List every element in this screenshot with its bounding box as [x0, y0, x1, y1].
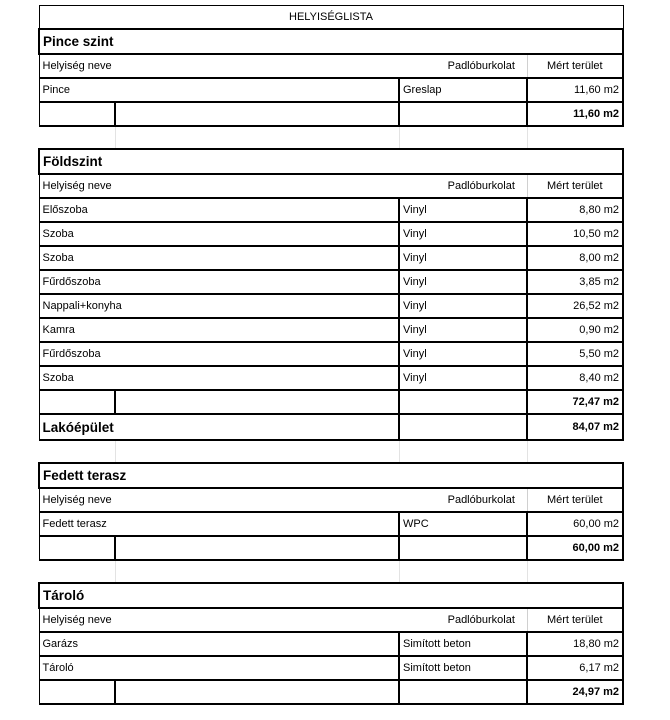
column-header-area: Mért terület [527, 488, 623, 512]
room-name: Tároló [39, 656, 399, 680]
column-header-row [39, 608, 623, 632]
room-name: Fűrdőszoba [39, 270, 399, 294]
subtotal-value: 60,00 m2 [527, 536, 623, 560]
table-row [39, 270, 623, 294]
room-name: Fűrdőszoba [39, 342, 399, 366]
column-header-name: Helyiség neve [39, 174, 399, 198]
table-row [39, 78, 623, 102]
section-header-tarolo [39, 583, 623, 608]
room-floor: Simított beton [399, 632, 527, 656]
room-area: 0,90 m2 [527, 318, 623, 342]
subtotal-row [39, 102, 623, 126]
table-row [39, 366, 623, 390]
table-row [39, 656, 623, 680]
subtotal-value: 11,60 m2 [527, 102, 623, 126]
table-row [39, 342, 623, 366]
section-header-foldszint [39, 149, 623, 174]
room-floor: Vinyl [399, 318, 527, 342]
room-name: Garázs [39, 632, 399, 656]
room-list-table [38, 5, 624, 705]
room-floor: Vinyl [399, 294, 527, 318]
column-header-area: Mért terület [527, 608, 623, 632]
room-name: Nappali+konyha [39, 294, 399, 318]
section-title: Földszint [39, 149, 623, 174]
subtotal-row [39, 390, 623, 414]
section-header-terasz [39, 463, 623, 488]
room-area: 60,00 m2 [527, 512, 623, 536]
room-name: Pince [39, 78, 399, 102]
building-total-label: Lakóépület [39, 414, 399, 440]
section-header-pince [39, 29, 623, 54]
column-header-floor: Padlóburkolat [399, 174, 527, 198]
subtotal-value: 24,97 m2 [527, 680, 623, 704]
room-name: Fedett terasz [39, 512, 399, 536]
room-floor: Vinyl [399, 198, 527, 222]
room-area: 10,50 m2 [527, 222, 623, 246]
subtotal-row [39, 536, 623, 560]
room-area: 3,85 m2 [527, 270, 623, 294]
table-row [39, 198, 623, 222]
column-header-row [39, 54, 623, 78]
room-area: 6,17 m2 [527, 656, 623, 680]
table-row [39, 294, 623, 318]
section-title: Tároló [39, 583, 623, 608]
subtotal-value: 72,47 m2 [527, 390, 623, 414]
room-name: Szoba [39, 366, 399, 390]
column-header-area: Mért terület [527, 174, 623, 198]
room-floor: WPC [399, 512, 527, 536]
section-title: Pince szint [39, 29, 623, 54]
column-header-floor: Padlóburkolat [399, 608, 527, 632]
room-name: Előszoba [39, 198, 399, 222]
room-list-sheet [38, 5, 622, 705]
room-area: 8,80 m2 [527, 198, 623, 222]
table-row [39, 246, 623, 270]
column-header-floor: Padlóburkolat [399, 488, 527, 512]
spacer-row [39, 126, 623, 149]
column-header-floor: Padlóburkolat [399, 54, 527, 78]
column-header-name: Helyiség neve [39, 488, 399, 512]
room-area: 18,80 m2 [527, 632, 623, 656]
building-total-value: 84,07 m2 [527, 414, 623, 440]
column-header-row [39, 174, 623, 198]
spacer-row [39, 440, 623, 463]
room-floor: Simított beton [399, 656, 527, 680]
room-floor: Vinyl [399, 222, 527, 246]
subtotal-row [39, 680, 623, 704]
column-header-row [39, 488, 623, 512]
section-title: Fedett terasz [39, 463, 623, 488]
document-title: HELYISÉGLISTA [39, 6, 623, 30]
room-floor: Vinyl [399, 366, 527, 390]
title-row [39, 6, 623, 30]
room-floor: Vinyl [399, 342, 527, 366]
room-floor: Vinyl [399, 246, 527, 270]
room-area: 5,50 m2 [527, 342, 623, 366]
column-header-name: Helyiség neve [39, 54, 399, 78]
room-area: 11,60 m2 [527, 78, 623, 102]
room-floor: Vinyl [399, 270, 527, 294]
column-header-area: Mért terület [527, 54, 623, 78]
room-name: Szoba [39, 246, 399, 270]
column-header-name: Helyiség neve [39, 608, 399, 632]
table-row [39, 512, 623, 536]
table-row [39, 222, 623, 246]
room-area: 8,40 m2 [527, 366, 623, 390]
spacer-row [39, 560, 623, 583]
table-row [39, 318, 623, 342]
room-area: 26,52 m2 [527, 294, 623, 318]
room-area: 8,00 m2 [527, 246, 623, 270]
room-floor: Greslap [399, 78, 527, 102]
room-name: Szoba [39, 222, 399, 246]
building-total-row [39, 414, 623, 440]
room-name: Kamra [39, 318, 399, 342]
table-row [39, 632, 623, 656]
